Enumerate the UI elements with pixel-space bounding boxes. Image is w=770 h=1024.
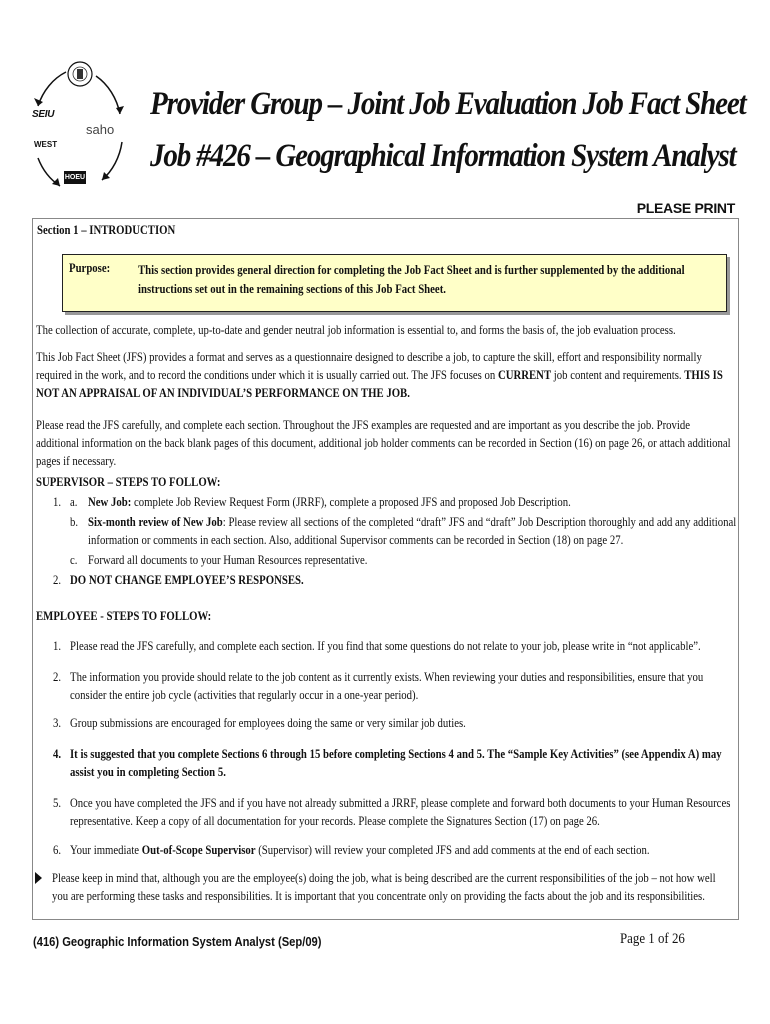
provider-logos: [26, 58, 134, 196]
step-text: (Supervisor) will review your completed JFS and add comments at the end of each section.: [255, 843, 650, 857]
step-label: Six-month review of New Job: [88, 515, 223, 529]
instructions-paragraph: Please read the JFS carefully, and complete each section. Throughout the JFS examples are requested and are important as you describe the job. Provide additional information on the back blank pages of this document, additional job holder comments can be recorded in Section (16) on page 26, or attach additional pages if necessary.: [36, 418, 731, 468]
job-title: Job #426 – Geographical Information System Analyst: [150, 138, 736, 174]
step-text: : Please review all sections of the completed “draft” JFS and “draft” Job Description thoroughly and add any additional information or comments in each section. Also, additional Supervisor comments can be recorded in Section (18) on page 27.: [88, 515, 737, 547]
list-number: 6.: [53, 843, 62, 857]
list-number: 1.: [53, 495, 62, 509]
supervisor-step-a: [88, 493, 737, 511]
list-number: 5.: [53, 796, 62, 810]
document-title: Provider Group – Joint Job Evaluation Job Fact Sheet: [150, 86, 746, 122]
list-number: 3.: [53, 716, 62, 730]
list-number: 2.: [53, 670, 62, 684]
employee-step-3: Group submissions are encouraged for employees doing the same or very similar job duties.: [70, 716, 466, 730]
step-text: complete Job Review Request Form (JRRF), complete a proposed JFS and proposed Job Description.: [131, 495, 571, 509]
saho-logo: saho: [86, 122, 115, 137]
section-heading: Section 1 – INTRODUCTION: [37, 223, 176, 237]
step-emphasis: Out-of-Scope Supervisor: [141, 843, 256, 857]
list-letter: c.: [70, 553, 78, 567]
employee-step-6: [70, 841, 737, 859]
para-text: This Job Fact Sheet (JFS) provides a format and serves as a questionnaire designed to describe a job, to capture the skill, effort and responsibility normally required in the work, and to record the conditions under which it is usually carried out. The JFS focuses on: [36, 350, 702, 382]
hoeu-logo: HOEU: [64, 171, 86, 184]
list-letter: a.: [70, 495, 78, 509]
step-text: Your immediate: [70, 843, 142, 857]
para-emphasis: CURRENT: [497, 368, 552, 382]
intro-paragraph: The collection of accurate, complete, up-to-date and gender neutral job information is essential to, and forms the basis of, the job evaluation process.: [36, 323, 676, 337]
employee-note: Please keep in mind that, although you are the employee(s) doing the job, what is being described are the current responsibilities of the job – not how well you are performing these tasks and responsibilities. It is important that you concentrate only on providing the facts about the job and its responsibilities.: [52, 871, 716, 903]
please-print-label: PLEASE PRINT: [636, 200, 735, 216]
jfs-description-paragraph: [36, 348, 733, 402]
list-number: 4.: [53, 747, 62, 761]
seiu-logo: SEIU: [32, 109, 55, 120]
arrow-bullet-icon: [35, 872, 42, 884]
supervisor-step-2: DO NOT CHANGE EMPLOYEE’S RESPONSES.: [70, 573, 304, 587]
employee-step-5: Once you have completed the JFS and if you have not already submitted a JRRF, please complete and forward both documents to your Human Resources representative. Keep a copy of all documentation for your records. Please complete the Signatures Section (17) on page 26.: [70, 796, 731, 828]
list-letter: b.: [70, 515, 79, 529]
purpose-label: Purpose:: [69, 261, 111, 275]
step-label: New Job:: [88, 495, 132, 509]
employee-step-2: The information you provide should relate to the job content as it currently exists. When reviewing your duties and responsibilities, ensure that you consider the entire job cycle (activities that regularly occur in a one-year period).: [70, 670, 704, 702]
purpose-text: This section provides general direction for completing the Job Fact Sheet and is further supplemented by the additional instructions set out in the remaining sections of this Job Fact Sheet.: [138, 263, 685, 296]
employee-step-1: Please read the JFS carefully, and complete each section. If you find that some questions do not relate to your job, please write in “not applicable”.: [70, 639, 701, 653]
page-number: Page 1 of 26: [620, 931, 685, 947]
para-text: job content and requirements.: [551, 368, 685, 382]
supervisor-step-c: Forward all documents to your Human Resources representative.: [88, 553, 368, 567]
supervisor-step-b: [88, 513, 737, 549]
para-emphasis: THIS IS NOT AN APPRAISAL OF AN INDIVIDUAL’S PERFORMANCE ON THE JOB.: [36, 368, 723, 400]
supervisor-heading: SUPERVISOR – STEPS TO FOLLOW:: [36, 475, 221, 489]
footer-document-label: (416) Geographic Information System Analyst (Sep/09): [33, 934, 322, 949]
list-number: 1.: [53, 639, 62, 653]
employee-step-4: It is suggested that you complete Sections 6 through 15 before completing Sections 4 and 5. The “Sample Key Activities” (see Appendix A) may assist you in completing Section 5.: [70, 747, 722, 779]
seiu-west-label: WEST: [34, 140, 58, 149]
purpose-box: [62, 254, 727, 312]
employee-heading: EMPLOYEE - STEPS TO FOLLOW:: [36, 609, 212, 623]
list-number: 2.: [53, 573, 62, 587]
